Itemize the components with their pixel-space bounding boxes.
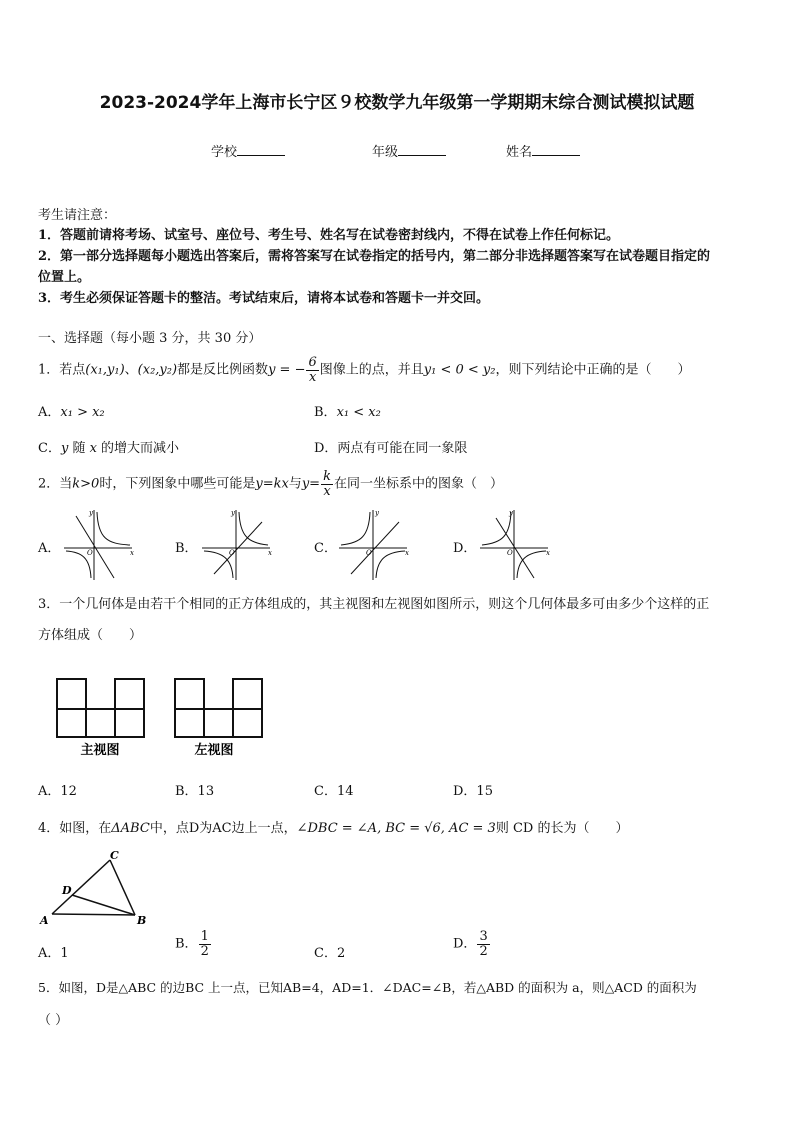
axis-y-label: y [231,509,235,517]
question-2 [38,470,503,498]
vertex-b-label: B [137,914,147,927]
q4-option-d [453,930,491,958]
name-field [506,141,580,160]
q3-option-a: A．12 [38,784,77,799]
q2-fraction-den: x [323,483,331,499]
q2-text: 时，下列图象中哪些可能是 [99,476,256,492]
option-text: 随 [68,441,90,456]
axis-y-label: y [375,509,379,517]
q1-condition: y₁ < 0 < y₂ [423,362,496,378]
q2-text: 在同一坐标系中的图象（ ） [333,476,503,492]
option-fraction [477,930,489,958]
axis-x-label: x [546,549,550,557]
axis-y-label: y [89,509,93,517]
q4-text: 中，点D为AC边上一点， [149,821,297,836]
notice-heading: 考生请注意： [38,208,117,223]
q3-left-view [174,678,266,756]
q1-option-c [38,437,179,456]
fraction-num: 3 [479,929,488,944]
option-var-y: y [60,441,69,456]
q3-option-d: D．15 [453,784,493,799]
q2-func2: y= [301,476,321,492]
q1-fraction [306,356,318,384]
q4-text: 4．如图，在 [38,821,112,836]
q1-text: 都是反比例函数 [177,362,269,378]
option-label: A． [38,405,61,420]
grade-field [372,141,446,160]
fraction-den: 2 [200,943,209,959]
q2-label-c: C． [314,541,337,556]
option-label: B． [175,936,198,952]
origin-label: O [507,549,513,557]
q1-sep: 、 [124,362,138,378]
axis-x-label: x [405,549,409,557]
axis-x-label: x [268,549,272,557]
name-label: 姓名 [506,145,533,160]
notice-item: 2．第一部分选择题每小题选出答案后，需将答案写在试卷指定的括号内，第二部分非选择题答案写在试卷题目指定的 [38,249,711,264]
section-heading: 一、选择题（每小题 3 分，共 30 分） [38,331,262,346]
q2-text: 2．当 [38,476,73,492]
q4-condition: ∠DBC = ∠A, BC = √6, AC = 3 [296,821,496,836]
q1-fraction-num: 6 [308,355,317,370]
q1-option-a [38,401,105,420]
origin-label: O [229,549,235,557]
option-math: x₁ > x₂ [60,405,105,420]
q2-label-b: B． [175,541,198,556]
school-field [211,141,285,160]
q4-option-b [175,930,212,958]
option-text: 的增大而减小 [96,441,180,456]
question-5-line1: 5．如图，D是△ABC 的边BC 上一点，已知AB=4，AD=1．∠DAC=∠B，若△ABD 的面积为 a，则△ACD 的面积为 [38,980,697,995]
q1-function: y = − [268,362,306,378]
notice-item: 位置上。 [38,270,91,285]
option-label: B． [314,405,337,420]
grade-blank [398,143,446,156]
question-5-line2: （ ） [38,1013,69,1028]
question-3-line2: 方体组成（ ） [38,628,143,643]
name-blank [532,143,580,156]
q1-text: 图像上的点，并且 [319,362,424,378]
question-3-line1: 3．一个几何体是由若干个相同的正方体组成的，其主视图和左视图如图所示，则这个几何体最多可由多少个这样的正 [38,597,710,612]
option-var-x: x [89,441,97,456]
q2-graph-b [200,508,274,580]
q1-text: ，则下列结论中正确的是（ ） [495,362,691,378]
option-label: D． [453,936,477,952]
q1-option-d: D．两点有可能在同一象限 [314,441,468,456]
fraction-num: 1 [200,929,209,944]
fraction-den: 2 [479,943,488,959]
vertex-a-label: A [40,914,49,927]
grade-label: 年级 [372,145,399,160]
origin-label: O [87,549,93,557]
q2-fraction-num: k [323,469,331,484]
notice-item: 3．考生必须保证答题卡的整洁。考试结束后，请将本试卷和答题卡一并交回。 [38,291,490,306]
q2-condition: k>0 [72,476,100,492]
main-view-label: 主视图 [80,742,120,757]
q3-option-c: C．14 [314,784,354,799]
q1-point1: (x₁,y₁) [85,362,125,378]
origin-label: O [366,549,372,557]
school-blank [237,143,285,156]
option-label: C． [38,441,61,456]
q1-fraction-den: x [308,369,317,385]
q2-graph-a [62,508,136,580]
q2-text: 与 [288,476,302,492]
q2-fraction [321,470,333,498]
q4-triangle-figure [38,848,153,928]
q1-text: 1．若点 [38,362,86,378]
q3-option-b: B．13 [175,784,215,799]
axis-y-label: y [509,509,513,517]
q2-func1: y=kx [255,476,289,492]
question-4 [38,817,628,836]
q4-text: 则 CD 的长为（ ） [495,821,629,836]
q4-option-c: C．2 [314,946,346,961]
q2-graph-c [337,508,411,580]
q2-label-a: A． [38,541,61,556]
q2-label-d: D． [453,541,477,556]
q1-point2: (x₂,y₂) [137,362,178,378]
axis-x-label: x [130,549,134,557]
q4-triangle: ΔABC [111,821,150,836]
q2-graph-d [478,508,552,580]
notice-item: 1．答题前请将考场、试室号、座位号、考生号、姓名写在试卷密封线内，不得在试卷上作任何标记。 [38,228,620,243]
school-label: 学校 [211,145,238,160]
left-view-label: 左视图 [194,742,234,757]
q4-option-a: A．1 [38,946,69,961]
vertex-d-label: D [62,884,72,897]
option-math: x₁ < x₂ [336,405,381,420]
q1-option-b [314,401,381,420]
option-fraction [199,930,211,958]
vertex-c-label: C [110,849,119,862]
page-title: 2023-2024学年上海市长宁区９校数学九年级第一学期期末综合测试模拟试题 [99,93,695,113]
q3-main-view [56,678,148,756]
question-1 [38,356,690,384]
